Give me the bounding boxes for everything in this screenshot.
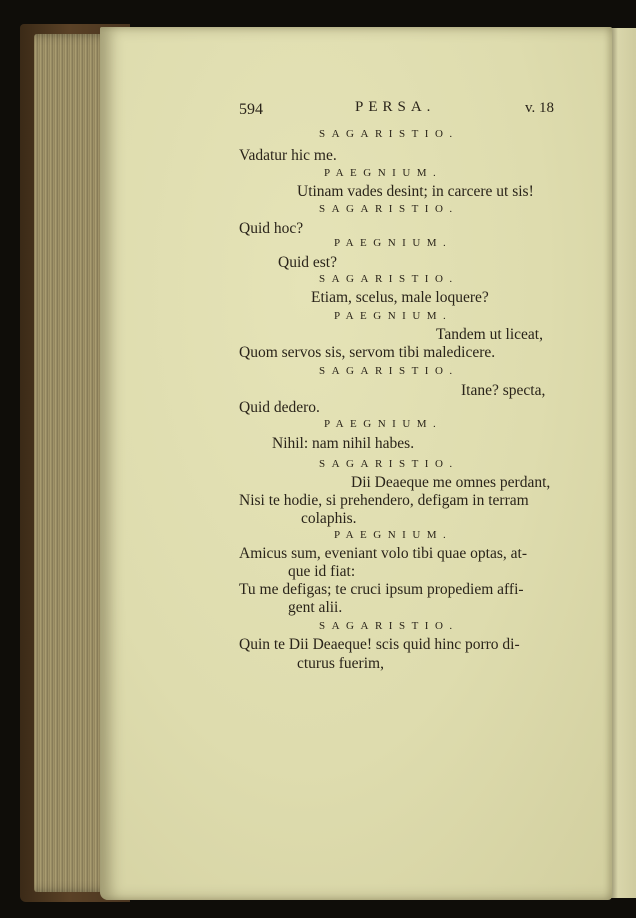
verse-reference: v. 18 xyxy=(525,100,555,116)
verse-line: Tu me defigas; te cruci ipsum propediem affi- xyxy=(239,581,524,598)
speaker-label: SAGARISTIO. xyxy=(319,203,459,215)
page-number: 594 xyxy=(239,101,263,118)
verse-line: gent alii. xyxy=(288,599,343,616)
verse-line: Vadatur hic me. xyxy=(239,147,337,164)
verse-line: cturus fuerim, xyxy=(297,655,384,672)
verse-line: colaphis. xyxy=(301,510,357,527)
verse-line: Quin te Dii Deaeque! scis quid hinc porro di- xyxy=(239,636,520,653)
verse-line: Itane? specta, xyxy=(461,382,546,399)
verse-line: Quid hoc? xyxy=(239,220,304,237)
speaker-label: PAEGNIUM. xyxy=(324,167,443,179)
running-title: PERSA. xyxy=(355,99,436,115)
verse-line: Quid dedero. xyxy=(239,399,320,416)
speaker-label: SAGARISTIO. xyxy=(319,620,459,632)
verse-line: Tandem ut liceat, xyxy=(436,326,543,343)
verse-line: Etiam, scelus, male loquere? xyxy=(311,289,489,306)
speaker-label: SAGARISTIO. xyxy=(319,273,459,285)
verse-line: Dii Deaeque me omnes perdant, xyxy=(351,474,551,491)
speaker-label: PAEGNIUM. xyxy=(334,529,453,541)
verse-line: Nihil: nam nihil habes. xyxy=(272,435,415,452)
speaker-label: SAGARISTIO. xyxy=(319,458,459,470)
speaker-label: PAEGNIUM. xyxy=(324,418,443,430)
verse-line: que id fiat: xyxy=(288,563,356,580)
verse-line: Quid est? xyxy=(278,254,337,271)
book-page xyxy=(100,27,612,900)
verse-line: Quom servos sis, servom tibi maledicere. xyxy=(239,344,496,361)
verse-line: Amicus sum, eveniant volo tibi quae optas, at- xyxy=(239,545,527,562)
speaker-label: SAGARISTIO. xyxy=(319,128,459,140)
verse-line: Utinam vades desint; in carcere ut sis! xyxy=(297,183,534,200)
speaker-label: PAEGNIUM. xyxy=(334,237,453,249)
verse-line: Nisi te hodie, si prehendero, defigam in terram xyxy=(239,492,529,509)
speaker-label: SAGARISTIO. xyxy=(319,365,459,377)
speaker-label: PAEGNIUM. xyxy=(334,310,453,322)
